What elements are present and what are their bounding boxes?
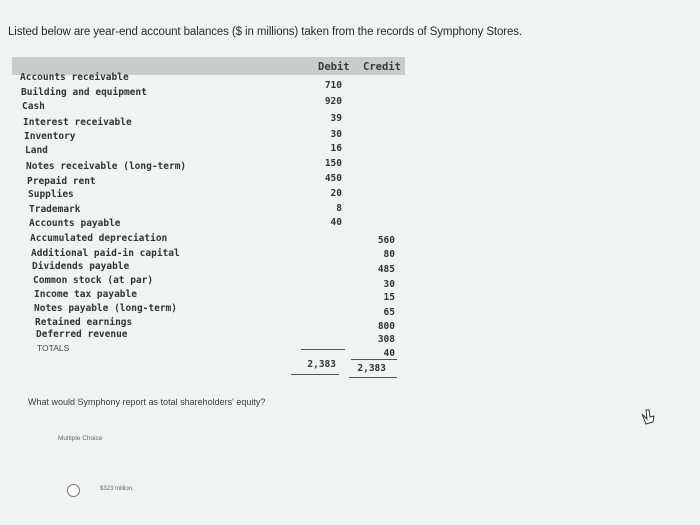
- debit-value: 39: [330, 113, 342, 124]
- account-label: Dividends payable: [32, 261, 130, 272]
- account-label: Building and equipment: [21, 87, 147, 98]
- debit-total-double-line: [291, 374, 339, 375]
- credit-column-header: Credit: [363, 61, 401, 73]
- credit-value: 308: [377, 334, 395, 345]
- credit-value: 560: [377, 235, 395, 246]
- account-label: Retained earnings: [35, 317, 133, 328]
- debit-sum-line: [301, 349, 345, 350]
- account-label: Income tax payable: [34, 289, 137, 300]
- account-label: Interest receivable: [23, 117, 132, 128]
- account-label: Accumulated depreciation: [30, 233, 168, 244]
- account-label: Supplies: [28, 189, 74, 200]
- mouse-cursor-icon: [640, 408, 656, 426]
- account-label: Accounts payable: [29, 218, 121, 229]
- account-label: Deferred revenue: [36, 329, 128, 340]
- credit-sum-line: [351, 359, 397, 360]
- account-balances-table: [12, 57, 407, 377]
- debit-value: 8: [336, 203, 342, 214]
- multiple-choice-label: Multiple Choice: [58, 435, 103, 442]
- debit-value: 30: [330, 129, 342, 140]
- debit-value: 40: [330, 217, 342, 228]
- credit-value: 40: [383, 348, 395, 359]
- account-label: Trademark: [29, 204, 81, 215]
- debit-value: 920: [324, 96, 342, 107]
- credit-value: 485: [377, 264, 395, 275]
- debit-value: 450: [324, 173, 342, 184]
- option-text[interactable]: $323 million.: [100, 486, 134, 492]
- credit-total-double-line: [349, 377, 397, 378]
- credit-value: 15: [383, 292, 395, 303]
- debit-value: 150: [324, 158, 342, 169]
- credit-value: 30: [383, 279, 395, 290]
- account-label: Notes receivable (long-term): [26, 161, 187, 172]
- account-label: Prepaid rent: [27, 176, 96, 187]
- totals-label: TOTALS: [37, 343, 70, 353]
- account-label: Land: [25, 145, 48, 156]
- total-credit: 2,383: [357, 363, 386, 374]
- debit-value: 20: [330, 188, 342, 199]
- account-label: Accounts receivable: [20, 72, 129, 83]
- account-label: Additional paid-in capital: [31, 248, 180, 259]
- debit-column-header: Debit: [318, 61, 350, 73]
- credit-value: 800: [377, 321, 395, 332]
- question-text: What would Symphony report as total shareholders' equity?: [28, 397, 266, 407]
- option-radio-button[interactable]: [67, 484, 80, 497]
- debit-value: 710: [324, 80, 342, 91]
- debit-value: 16: [330, 143, 342, 154]
- total-debit: 2,383: [307, 359, 336, 370]
- credit-value: 80: [383, 249, 395, 260]
- account-label: Inventory: [24, 131, 76, 142]
- credit-value: 65: [383, 307, 395, 318]
- account-label: Common stock (at par): [33, 275, 154, 286]
- problem-intro: Listed below are year-end account balances ($ in millions) taken from the records of Symphony Stores.: [8, 26, 523, 38]
- account-label: Notes payable (long-term): [34, 303, 177, 314]
- account-label: Cash: [22, 101, 45, 112]
